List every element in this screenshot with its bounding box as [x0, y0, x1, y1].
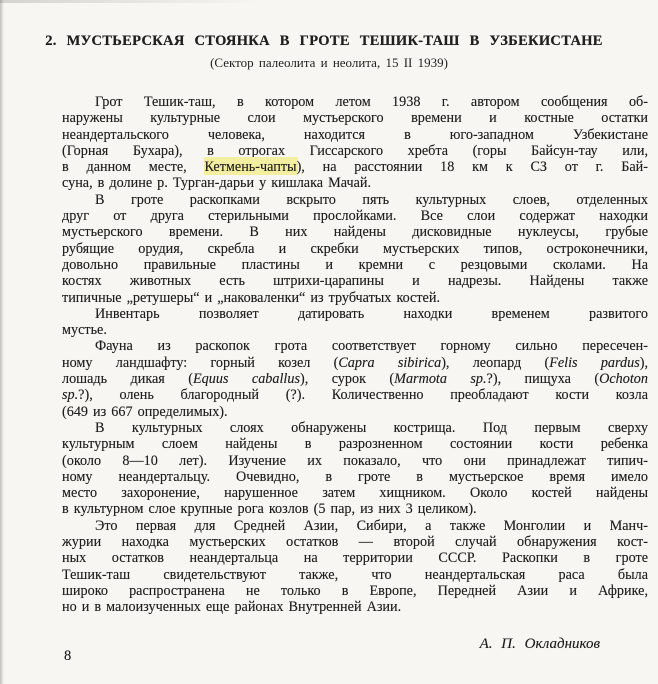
paragraph [62, 518, 648, 616]
text-line [62, 241, 648, 257]
text-line [62, 567, 648, 583]
latin-species-name: Capra sibirica [338, 354, 442, 371]
latin-species-name: Equus caballus [193, 371, 300, 388]
text-line [62, 485, 648, 501]
text-segment: мустьерского времени. В них найдены дисковидные нуклеусы, грубые [62, 224, 648, 241]
doc-body [62, 94, 648, 616]
text-line [62, 110, 648, 126]
latin-species-name: Marmota sp. [394, 371, 487, 388]
latin-species-name: sp. [62, 387, 79, 404]
text-segment: (Горная Бухара), в отрогах Гиссарского хребта (горы Байсун-тау или, [62, 142, 648, 159]
text-line [62, 599, 648, 615]
text-line [62, 338, 648, 354]
text-line [62, 501, 648, 517]
highlighted-text: Кетмень-чапты [204, 159, 297, 176]
text-segment: мустье. [62, 322, 107, 339]
text-line [62, 322, 648, 338]
scan-edge-shadow-top [0, 0, 263, 3]
text-line [62, 257, 648, 273]
text-segment: ), леопард ( [441, 354, 550, 371]
latin-species-name: Felis pardus [549, 354, 640, 371]
text-line [62, 192, 648, 208]
text-line [62, 583, 648, 599]
text-line [62, 159, 648, 175]
text-segment: (около 8—10 лет). Изучение их показало, что они принадлежат типич- [62, 452, 648, 469]
text-line [62, 534, 648, 550]
text-segment: ному ландшафту: горный козел ( [62, 354, 339, 371]
text-line [62, 453, 648, 469]
text-segment: неандертальского человека, находится в юго-западном Узбекистане [62, 126, 648, 143]
text-segment: ?), пищуха ( [486, 371, 600, 388]
text-segment: Инвентарь позволяет датировать находки временем развитого [95, 305, 648, 322]
text-segment: суна, в долине р. Турган-дарьи у кишлака Мачай. [62, 175, 372, 192]
text-line [62, 143, 648, 159]
text-segment: ), сурок ( [299, 371, 395, 388]
text-segment: В гроте раскопками вскрыто пять культурных слоев, отделенных [95, 191, 648, 208]
text-segment: рубящие орудия, скребла и скребки мустьерских типов, остроконечники, [62, 240, 648, 257]
text-segment: ), [639, 354, 648, 371]
text-segment: Тешик-таш свидетельствуют также, что неандертальская раса была [62, 566, 648, 583]
latin-species-name: Ochoton [599, 371, 648, 388]
text-line [62, 94, 648, 110]
text-segment: (649 из 667 определимых). [62, 403, 228, 420]
text-line [62, 387, 648, 403]
text-line [62, 306, 648, 322]
text-segment: в культурном слое крупные рога козлов (5 пар, из них 3 целиком). [62, 501, 477, 518]
text-segment: культурным слоем найдены в разрозненном состоянии кости ребенка [62, 436, 648, 453]
scan-edge-shadow [0, 0, 4, 684]
text-line [62, 224, 648, 240]
doc-title: 2. МУСТЬЕРСКАЯ СТОЯНКА В ГРОТЕ ТЕШИК-ТАШ В УЗБЕКИСТАНЕ [45, 32, 603, 49]
text-line [62, 371, 648, 387]
text-line [62, 290, 648, 306]
text-segment: друг от друга стерильными прослойками. Все слои содержат находки [62, 208, 648, 225]
text-line [62, 420, 648, 436]
doc-subtitle: (Сектор палеолита и неолита, 15 II 1939) [210, 55, 448, 70]
text-segment: широко распространена не только в Европе, Передней Азии и Африке, [62, 582, 648, 599]
text-segment: ?), олень благородный (?). Количественно преобладают кости козла [78, 387, 648, 404]
text-segment: Фауна из раскопок грота соответствует горному сильно пересечен- [95, 338, 648, 355]
text-segment: костях животных есть штрихи-царапины и надрезы. Найдены также [62, 273, 648, 290]
paragraph [62, 192, 648, 306]
text-segment: в данном месте, [62, 159, 205, 176]
paragraph [62, 338, 648, 419]
paragraph [62, 420, 648, 518]
text-segment: лошадь дикая ( [62, 371, 193, 388]
text-line [62, 127, 648, 143]
text-segment: В культурных слоях обнаружены кострища. Под первым сверху [95, 419, 648, 436]
author-signature: А. П. Окладников [479, 636, 600, 652]
paragraph [62, 306, 648, 339]
text-segment: Грот Тешик-таш, в котором летом 1938 г. автором сообщения об- [95, 94, 648, 110]
text-line [62, 469, 648, 485]
text-segment: довольно правильные пластины и кремни с резцовыми сколами. На [62, 256, 648, 273]
text-line [62, 550, 648, 566]
text-segment: ных остатков неандертальца на территории СССР. Раскопки в гроте [62, 550, 648, 567]
text-line [62, 518, 648, 534]
page-number: 8 [64, 648, 72, 664]
text-line [62, 355, 648, 371]
text-segment: журии находка мустьерских остатков — второй случай обнаружения кост- [62, 534, 648, 551]
text-segment: типичные „ретушеры“ и „наковаленки“ из трубчатых костей. [62, 289, 440, 306]
paragraph [62, 94, 648, 192]
text-segment: ), на расстоянии 18 км к СЗ от г. Бай- [296, 159, 648, 176]
text-line [62, 404, 648, 420]
text-line [62, 436, 648, 452]
text-line [62, 208, 648, 224]
text-line [62, 273, 648, 289]
text-segment: наружены культурные слои мустьерского времени и костные остатки [62, 110, 648, 127]
text-line [62, 175, 648, 191]
text-segment: Это первая для Средней Азии, Сибири, а также Монголии и Манч- [95, 517, 648, 534]
text-segment: ному неандертальцу. Очевидно, в гроте в мустьерское время имело [62, 468, 648, 485]
text-segment: место захоронение, нарушенное затем хищником. Около костей найдены [62, 485, 648, 502]
text-segment: но и в малоизученных еще районах Внутренней Азии. [62, 599, 402, 616]
